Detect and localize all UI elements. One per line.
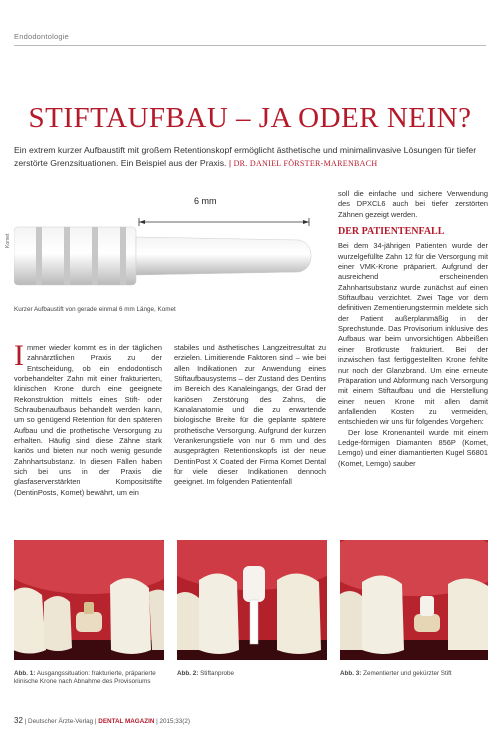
figure-caption: Kurzer Aufbaustift von gerade einmal 6 mm Länge, Komet (14, 306, 176, 313)
post-shaft (136, 237, 311, 275)
dimension-label: 6 mm (194, 196, 217, 206)
figure-credit: Komet (5, 233, 11, 248)
header-divider (14, 45, 486, 46)
post-head (14, 227, 136, 285)
col1-text: mmer wieder kommt es in der täglichen zahnärztlichen Praxis zu der Entscheidung, ob ein endodontisch vorbehandelter Zahn mit einer frakturierten, klinischen Krone durch eine geeignete Rekonstruktion mittels eines Stift- oder Schraubenaufbaus behandelt werden kann, um so genügend Retention für den späteren Aufbau und die prothetische Versorgung zu erhalten. Häufig sind diese Zähne stark kariös und bieten nur noch wenig gesunde Zahnhartsubstanz. In diesen Fällen haben sich bei uns in der Praxis die glasfaserverstärkten Kompositstifte (DentinPosts, Komet) bewährt, um ein (14, 343, 162, 497)
post-illustration (14, 185, 324, 290)
post-diagram (14, 185, 324, 290)
footer-sep-3: | (156, 718, 160, 725)
photo-2-image (177, 540, 327, 660)
magazine-name: DENTAL MAGAZIN (98, 718, 155, 725)
body-column-3 (338, 189, 488, 529)
clinical-photo-2 (177, 540, 327, 660)
page-footer (14, 716, 190, 725)
lead-paragraph (14, 144, 486, 170)
lead-text: Ein extrem kurzer Aufbaustift mit großem Retentionskopf ermöglicht ästhetische und minimalinvasive Lösungen für tiefer zerstörte Grenzsituationen. Ein Beispiel aus der Praxis. (14, 145, 477, 168)
clinical-photo-1 (14, 540, 164, 660)
clinical-photo-3 (340, 540, 488, 660)
caption-3-label: Abb. 3: (340, 670, 362, 677)
section-heading: DER PATIENTENFALL (338, 226, 445, 238)
footer-sep-2: | (94, 718, 99, 725)
caption-1-text: Ausgangssituation: frakturierte, präparierte klinische Krone nach Abnahme des Provisoriums (14, 670, 156, 685)
photo-caption-1 (14, 670, 164, 686)
page-number: 32 (14, 716, 23, 725)
col2-text: stabiles und ästhetisches Langzeitresultat zu erzielen. Limitierende Faktoren sind – wie bei allen Indikationen zur Anwendung eines Stiftaufbausystems – der Zustand des Dentins im Bereich des Kanaleingangs, der Grad der kariösen Zerstörung des Zahns, die Kanalanatomie und die zu erwartende biologische Breite für die geplante spätere prothetische Versorgung. Aufgrund der kurzen Verankerungstiefe von nur 6 mm und des ausgeprägten Retentionskopfs ist der neue DentinPost X Coated der Firma Komet Dental für viele dieser Indikationen dennoch geeignet. Im folgenden Patientenfall (174, 343, 326, 487)
col3-intro: soll die einfache und sichere Verwendung des DPXCL6 auch bei tiefer zerstörten Zähnen gezeigt werden. (338, 189, 488, 219)
drop-cap: I (14, 339, 24, 372)
lead-separator: | (228, 157, 234, 168)
footer-sep-1: | (24, 718, 29, 725)
photo-caption-2 (177, 670, 327, 678)
caption-2-text: Stiftanprobe (200, 670, 235, 677)
caption-1-label: Abb. 1: (14, 670, 36, 677)
caption-3-text: Zementierter und gekürzter Stift (363, 670, 452, 677)
issue-number: 2015;33(2) (159, 718, 190, 725)
caption-2-label: Abb. 2: (177, 670, 199, 677)
col3-paragraph-1: Bei dem 34-jährigen Patienten wurde der wurzelgefüllte Zahn 12 für die Versorgung mit einer VMK-Krone präpariert. Aufgrund der ausreichend erscheinenden Zahnhartsubstanz wurde zunächst auf einen Stiftaufbau verzichtet. Zwei Tage vor dem definitiven Zementierungstermin meldete sich der Patient außerplanmäßig in der Sprechstunde. Das Provisorium inklusive des Aufbaus war beim unvorsichtigen Abbeißen einer Brotkruste frakturiert. Bei der inzwischen fast fertiggestellten Krone fehlte nur noch der Glanzbrand. Um eine erneute Präparation und Abformung nach Versorgung mit einem Stiftaufbau und die Herstellung einer neuen Krone mit allen damit anfallenden Kosten zu vermeiden, entschieden wir uns für folgendes Vorgehen: (338, 241, 488, 427)
section-label: Endodontologie (14, 32, 69, 41)
body-column-1 (14, 339, 162, 528)
photo-caption-3 (340, 670, 488, 678)
photo-3-image (340, 540, 488, 660)
publisher-name: Deutscher Ärzte-Verlag (28, 718, 94, 725)
article-title: STIFTAUFBAU – JA ODER NEIN? (28, 102, 472, 134)
col3-paragraph-2: Der lose Kronenanteil wurde mit einem Ledge-förmigen Diamanten 856P (Komet, Lemgo) und einer diamantierten Kugel S6801 (Komet, Lemgo) sauber (338, 427, 488, 468)
author-name: DR. DANIEL FÖRSTER-MARENBACH (233, 158, 378, 168)
body-column-2 (174, 343, 326, 528)
photo-1-image (14, 540, 164, 660)
